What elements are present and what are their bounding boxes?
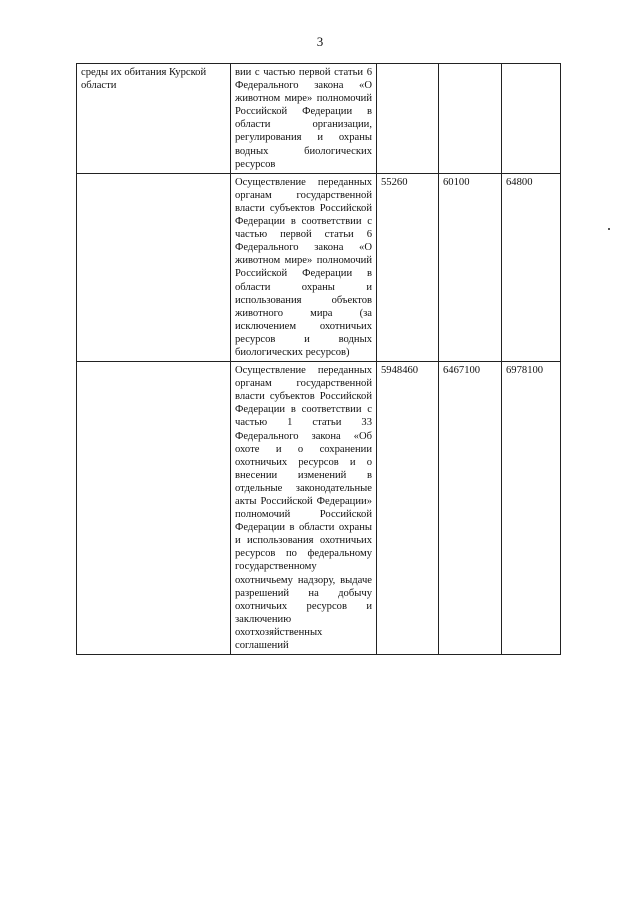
value-year-3: 64800 [502,173,561,361]
value-year-2 [439,64,502,174]
budget-table [76,63,561,655]
row-description: Осуществление переданных органам государственной власти субъектов Российской Федерации в соответствии с частью 1 статьи 33 Федерального закона «Об охоте и о сохранении охотничьих ресурсов и о внесении изменений в отдельные законодательные акты Российской Федерации» полномочий Российской Федерации в области охраны и использования охотничьих ресурсов по федеральному государственному охотничьему надзору, выдаче разрешений на добычу охотничьих ресурсов и заключению охотхозяйственных соглашений [231,362,377,655]
row-description: Осуществление переданных органам государственной власти субъектов Российской Федерации в соответствии с частью первой статьи 6 Федерального закона «О животном мире» полномочий Российской Федерации в области охраны и использования объектов животного мира (за исключением охотничьих ресурсов и водных биологических ресурсов) [231,173,377,361]
row-description: вии с частью первой статьи 6 Федерального закона «О животном мире» полномочий Российской Федерации в области организации, регулирования и охраны водных биологических ресурсов [231,64,377,174]
row-group-name [77,173,231,361]
row-group-name [77,362,231,655]
value-year-1: 5948460 [377,362,439,655]
value-year-1: 55260 [377,173,439,361]
value-year-3: 6978100 [502,362,561,655]
value-year-2: 6467100 [439,362,502,655]
table-row [77,362,561,655]
table-row [77,64,561,174]
page-number: 3 [316,34,324,49]
table-row [77,173,561,361]
value-year-2: 60100 [439,173,502,361]
value-year-3 [502,64,561,174]
row-group-name: среды их обитания Курской области [77,64,231,174]
value-year-1 [377,64,439,174]
scan-speck [608,228,610,230]
